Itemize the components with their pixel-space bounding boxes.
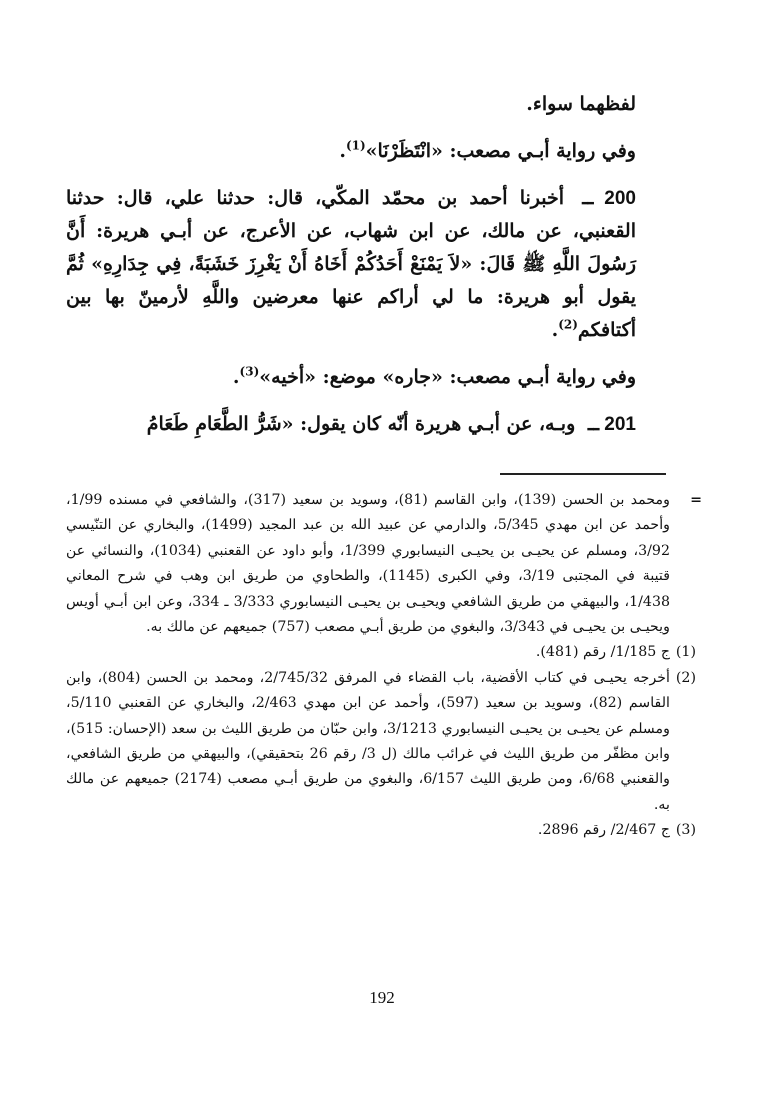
- hadith-200: [66, 182, 636, 347]
- footnotes: [66, 488, 702, 844]
- hadith-201-text: وبـه، عن أبـي هريرة أنّه كان يقول: «شَرُّ الطَّعَامِ طَعَامُ: [146, 413, 576, 435]
- footnote-3-text: ج 2/467/ رقم 2896.: [537, 822, 670, 839]
- footnote-1: [66, 640, 696, 665]
- hadith-201-number: 201 ــ: [587, 414, 636, 435]
- main-text: [66, 88, 636, 441]
- footnote-3: [66, 818, 696, 843]
- footnote-continuation: [66, 488, 702, 640]
- footnote-ref-2[interactable]: (2): [558, 317, 578, 332]
- hadith-200-number: 200 ــ: [582, 188, 636, 209]
- footnote-3-number: (3): [675, 822, 696, 839]
- page-number: 192: [369, 988, 395, 1007]
- hadith-201: [66, 408, 636, 441]
- footnote-2-text: أخرجه يحيـى في كتاب الأقضية، باب القضاء في المرفق 2/745/32، ومحمد بن الحسن (804)، وابن القاسم (82)، وسويد بن سعيد (597)، وأحمد عن ابن مهدي 2/463، والبخاري عن القعنبي 5/110، ومسلم عن يحيـى بن يحيـى النيسابوري 3/1213، وابن حبّان من طريق الليث بن سعد (الإحسان: 515)، وابن مظفّر من طريق الليث في غرائب مالك (ل 3/ رقم 26 بتحقيقي)، والبيهقي من طريق الشافعي، والقعنبي 6/68، ومن طريق الليث 6/157، والبغوي من طريق أبـي مصعب (2174) جميعهم عن مالك به.: [66, 669, 670, 813]
- line-abi-musab-1-end: .: [339, 140, 346, 162]
- footnote-1-text: ج 1/185/ رقم (481).: [535, 644, 670, 661]
- continuation-mark: =: [690, 492, 702, 508]
- line-abi-musab-1: [66, 135, 636, 168]
- footnote-separator: [500, 473, 666, 475]
- footnote-2-number: (2): [675, 669, 696, 686]
- line-lafzuhuma: لفظهما سواء.: [526, 93, 636, 115]
- line-abi-musab-1-text: وفي رواية أبـي مصعب: «انْتَظَرْنَا»: [365, 140, 636, 162]
- line-abi-musab-2: [66, 361, 636, 394]
- footnote-continuation-text: ومحمد بن الحسن (139)، وابن القاسم (81)، وسويد بن سعيد (317)، والشافعي في مسنده 1/99، وأحمد عن ابن مهدي 5/345، والدارمي عن عبيد الله بن عبد المجيد (1499)، والبخاري عن التنّيسي 3/92، ومسلم عن يحيـى بن يحيـى النيسابوري 1/399، وأبو داود عن القعنبي (1034)، والنسائي عن قتيبة في المجتبى 3/19، وفي الكبرى (1145)، والطحاوي من طريق ابن وهب في شرح المعاني 1/438، والبيهقي من طريق الشافعي ويحيـى بن يحيـى النيسابوري 3/333 ـ 334، وعن ابن أبـي أويس ويحيـى بن يحيـى في 3/343، والبغوي من طريق أبـي مصعب (757) جميعهم عن مالك به.: [66, 492, 670, 636]
- footnote-2: [66, 666, 696, 818]
- footnote-1-number: (1): [675, 644, 696, 661]
- line-abi-musab-2-end: .: [232, 366, 240, 388]
- footnote-ref-1[interactable]: (1): [345, 138, 366, 153]
- hadith-200-end: .: [551, 319, 559, 341]
- hadith-200-text: أخبرنا أحمد بن محمّد المكّي، قال: حدثنا علي، قال: حدثنا القعنبي، عن مالك، عن ابن شهاب، عن الأعرج، عن أبـي هريرة: أَنَّ رَسُولَ اللَّهِ ﷺ قَالَ: «لاَ يَمْنَعْ أَحَدُكُمْ أَخَاهُ أَنْ يَغْرِزَ خَشَبَةً، فِي جِدَارِهِ» ثُمَّ يقول أبو هريرة: ما لي أراكم عنها معرضين واللَّهِ لأرمينّ بها بين أكتافكم: [66, 187, 636, 341]
- line-abi-musab-2-text: وفي رواية أبـي مصعب: «جاره» موضع: «أخيه»: [259, 366, 636, 388]
- footnote-ref-3[interactable]: (3): [239, 364, 260, 379]
